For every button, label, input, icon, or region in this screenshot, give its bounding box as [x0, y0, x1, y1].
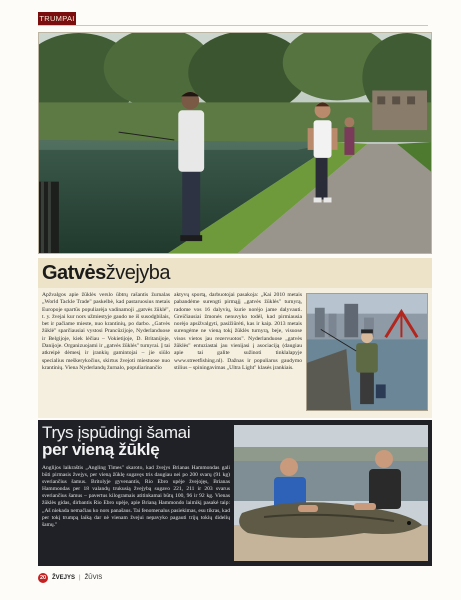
catfish-headline	[42, 424, 232, 458]
article-column-1: Apžvalgos apie žūklės verslo ūbtrų rašantis žurnalas „World Tackle Trade" paskelbė, kad pastaruosius metais Europoje spartūs populiarėja vadinamoji „gatvės žūklė", t. y. žvejai kur nors užmiestyje gaudo ne iš susodgbilais, bet ir pačiame mieste, nuo krantinių, po darbo. „Gatvės žūklė" sparčiausiai vystosi Prancūzijoje, Nyderlanduose ir Belgijoje, kiek lėčiau – Vokietijoje, D. Britanijoje, Danijoje. Organizuojami ir „gatvės žūklės" turnyrai. Į tai atkreipė dėmesį ir įrankių gamintojai – jie siūlo specialius meškerykočius, skirtus žvejoti miestuose nuo krantinių. Viena Nyderlandų žurnalo, populiarinančio	[42, 292, 170, 371]
headline-bold: Gatvės	[42, 261, 106, 284]
magazine-name: ŽVEJYS	[52, 575, 76, 581]
top-rule	[38, 25, 428, 26]
catfish-article-body: Anglijos laikraštis „Angling Times" skaroto, kad žvejys Brianas Hammondas gali būti pirmasis žvejys, per vieną žūklę sugavęs tris daugiau nei po 200 svarų (91 kg) sveriančius šamus. Britolyje gyvenantis, Rio Ebro upėje žvejojęs, Brianas Hammondas per 18 valandų trukusią žvejybą sugavo 221, 211 ir 203 svarus sveriančius šamus – pavertus kilogramais atitinkamai būtų 100, 96 ir 92 kg. Vienas žūklės gidas, dirbantis Rio Ebro upėje, apie Brianą Hammondo laimikį pasakė taip: „Aš niekada nemačiau ko nors panašaus. Tai fenomenalus pasiekimas, esu tikras, kad per tokį trumpą laiką dar nė vienam žvejui nepavyko pagauti trijų tokių didelių šamų."	[42, 465, 230, 528]
catfish-headline-line1: Trys įspūdingi šamai	[42, 423, 191, 442]
page-footer	[38, 573, 102, 583]
street-fishing-photo	[38, 32, 432, 254]
article-headline	[38, 258, 432, 288]
section-tag: TRUMPAI	[39, 14, 75, 23]
footer-separator: |	[79, 575, 81, 581]
quay-angler-photo	[306, 293, 428, 411]
catfish-headline-line2: per vieną žūklę	[42, 440, 160, 459]
footer-section: ŽŪVIS	[84, 575, 103, 581]
catfish-catch-photo	[234, 425, 428, 561]
article-column-2: aktyvų sportą, darbuotojai pasakoja: „Kai 2010 metais pabandėme surengti pirmąjį „gatvės žūklės" turnyrą, radome vos 16 dalyvių, kurie norėjo jame dalyvauti. Greičiausiai žmonės nenuvyko todėl, kad pirmiausia norėjo apsižvalgyti, pasižiūrėti, kas ir kaip. 2013 metais surengėme ne vieną tokį žūklės turnyrą, beje, visuose visos vietos jau rezervuotos". Nyderlanduose „gatvės žūklės" entuziastai jau vienijasi į asociaciją (daugiau apie tai galite sužinoti tinklalapyje www.streetfishing.nl). Dažnas ir populiarus gaudymo stilius – spiningavimas „Ultra Light" klasės įrankiais.	[174, 292, 302, 371]
headline-light: žvejyba	[105, 261, 171, 284]
page-number: 20	[39, 575, 47, 581]
